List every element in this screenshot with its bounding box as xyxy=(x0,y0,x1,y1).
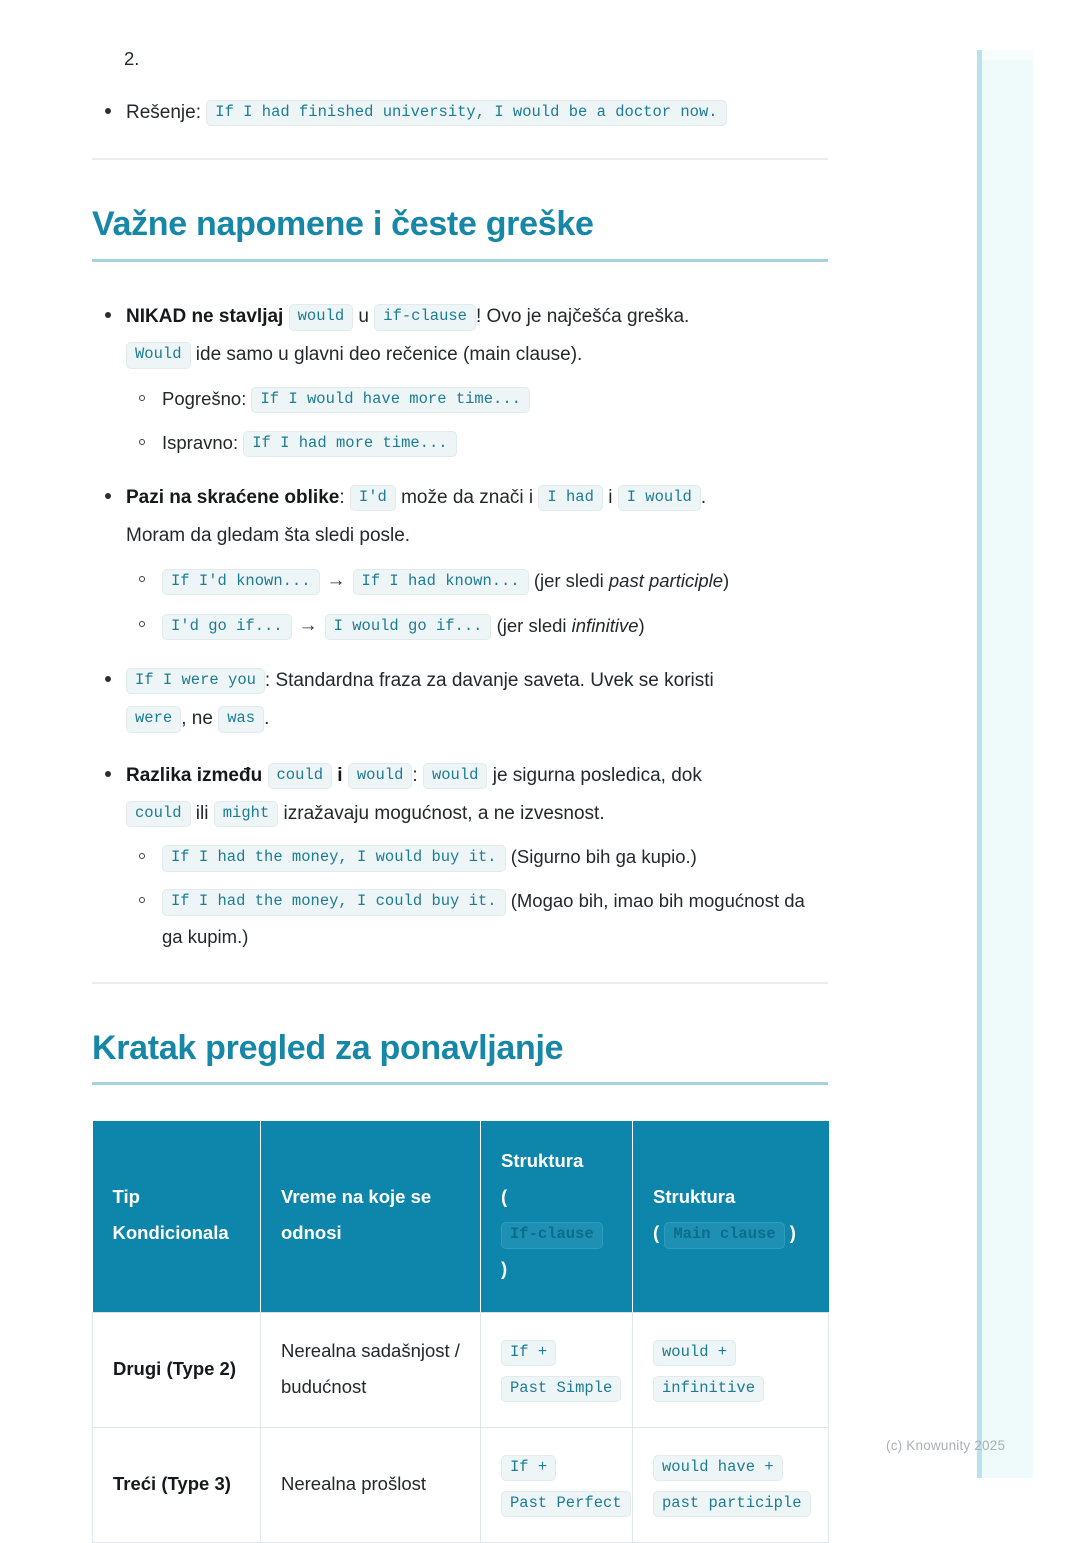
note-period: . xyxy=(700,486,707,508)
code-could-1: could xyxy=(268,763,333,790)
th-if-clause-code: If-clause xyxy=(501,1222,603,1249)
th-main-clause xyxy=(633,1121,829,1312)
code-contraction-from-1: If I'd known... xyxy=(162,569,320,596)
th-if-clause-paren-open: ( xyxy=(501,1186,508,1208)
code-example-would-buy: If I had the money, I would buy it. xyxy=(162,845,506,872)
code-contraction-from-2: I'd go if... xyxy=(162,614,292,641)
summary-table-body xyxy=(93,1312,829,1542)
cell-time-type2: Nerealna sadašnjost / budućnost xyxy=(261,1312,481,1427)
cell-type-type3: Treći (Type 3) xyxy=(93,1427,261,1542)
note-text-possibility: izražavaju mogućnost, a ne izvesnost. xyxy=(283,802,605,824)
right-decorative-panel xyxy=(977,50,1033,1478)
code-would: would xyxy=(289,304,354,331)
note-item-contractions xyxy=(92,479,828,644)
code-was: was xyxy=(218,706,264,733)
note-text-certain: je sigurna posledica, dok xyxy=(492,764,702,786)
note-sub-list-correctness xyxy=(126,381,828,461)
note-period-were: . xyxy=(264,708,270,730)
section-heading-underline-notes xyxy=(92,259,828,262)
note-tail-text-contractions: Moram da gledam šta sledi posle. xyxy=(126,525,411,547)
code-if-clause-type2-cont: Past Simple xyxy=(501,1376,621,1403)
sub-item-wrong xyxy=(126,381,828,417)
code-were: were xyxy=(126,706,181,733)
code-if-clause-type3: If + xyxy=(501,1455,556,1482)
divider-top xyxy=(92,158,828,160)
code-main-clause-type2-cont: infinitive xyxy=(653,1376,764,1403)
copyright-watermark: (c) Knowunity 2025 xyxy=(886,1438,1006,1453)
th-if-clause-paren-close: ) xyxy=(501,1258,508,1280)
note-colon-difference: : xyxy=(412,764,418,786)
cell-type-type2: Drugi (Type 2) xyxy=(93,1312,261,1427)
note-item-if-i-were-you xyxy=(92,662,828,739)
note-sub-list-contractions xyxy=(126,562,828,644)
solution-label: Rešenje: xyxy=(126,101,201,123)
section-heading-underline-summary xyxy=(92,1082,828,1085)
sub-item-could-buy xyxy=(126,883,828,955)
code-i-would: I would xyxy=(618,485,701,512)
arrow-right-icon-2: → xyxy=(298,614,318,636)
note-text-were-you: : Standardna fraza za davanje saveta. Uvek se koristi xyxy=(264,669,714,691)
table-header-row xyxy=(93,1121,829,1312)
table-row xyxy=(93,1312,829,1427)
cell-time-type3: Nerealna prošlost xyxy=(261,1427,481,1542)
sub-item-correct xyxy=(126,425,828,461)
code-would-2: would xyxy=(423,763,488,790)
code-would-1: would xyxy=(348,763,413,790)
right-panel-top-highlight xyxy=(982,50,1033,60)
th-main-clause-code: Main clause xyxy=(664,1222,784,1249)
code-might: might xyxy=(214,801,279,828)
th-main-clause-paren-open: ( xyxy=(653,1222,660,1244)
note-emphasis-1: past participle xyxy=(608,569,724,591)
section-heading-summary: Kratak pregled za ponavljanje xyxy=(92,1028,564,1067)
note-lead-bold-contractions: Pazi na skraćene oblike xyxy=(126,486,340,508)
note-mid-text-contractions: može da znači i xyxy=(401,486,534,508)
note-mid-text-and: i xyxy=(608,486,613,508)
note-item-would-in-if-clause xyxy=(92,298,828,461)
code-if-clause-type2: If + xyxy=(501,1340,556,1367)
section-heading-notes: Važne napomene i česte greške xyxy=(92,205,594,244)
summary-table-head xyxy=(93,1121,829,1312)
sub-label-wrong: Pogrešno: xyxy=(162,387,247,409)
code-could-2: could xyxy=(126,801,191,828)
note-paren-open-1: (jer sledi xyxy=(533,569,609,591)
arrow-right-icon-1: → xyxy=(326,569,346,591)
solution-item xyxy=(92,94,828,132)
th-main-clause-paren-close: ) xyxy=(789,1222,796,1244)
note-colon: : xyxy=(339,486,345,508)
note-paren-open-2: (jer sledi xyxy=(496,614,572,636)
note-paren-close-2: ) xyxy=(638,614,645,636)
note-item-could-vs-would xyxy=(92,757,828,956)
th-if-clause-label: Struktura xyxy=(501,1150,584,1172)
note-mid-ne: , ne xyxy=(181,708,213,730)
table-row xyxy=(93,1427,829,1542)
note-lead-bold-difference: Razlika između xyxy=(126,764,263,786)
code-if-i-were-you: If I were you xyxy=(126,668,265,695)
code-main-clause-type2: would + xyxy=(653,1340,736,1367)
divider-bottom xyxy=(92,982,828,984)
code-if-clause-type3-cont: Past Perfect xyxy=(501,1491,631,1518)
cell-if-clause-type2 xyxy=(481,1312,633,1427)
code-main-clause-type3: would have + xyxy=(653,1455,783,1482)
th-time: Vreme na koje se odnosi xyxy=(261,1121,481,1312)
summary-table xyxy=(92,1121,829,1543)
th-main-clause-label: Struktura xyxy=(653,1186,736,1208)
code-correct-example: If I had more time... xyxy=(243,431,456,458)
note-emphasis-2: infinitive xyxy=(571,614,639,636)
code-if-clause: if-clause xyxy=(374,304,476,331)
exercise-number: 2. xyxy=(124,48,140,69)
cell-main-clause-type2 xyxy=(633,1312,829,1427)
note-lead-bold: NIKAD ne stavljaj xyxy=(126,306,284,328)
sub-item-contraction-past-participle xyxy=(126,562,828,599)
note-mid-i: i xyxy=(337,764,343,786)
cell-main-clause-type3 xyxy=(633,1427,829,1542)
note-sub-list-examples xyxy=(126,839,828,955)
note-translation-could: (Mogao bih, imao bih mogućnost da ga kupim.) xyxy=(162,890,805,948)
th-type: Tip Kondicionala xyxy=(93,1121,261,1312)
solution-code: If I had finished university, I would be a doctor now. xyxy=(206,100,726,127)
sub-item-contraction-infinitive xyxy=(126,607,828,644)
th-if-clause xyxy=(481,1121,633,1312)
note-paren-close-1: ) xyxy=(723,569,730,591)
code-contraction-to-2: I would go if... xyxy=(325,614,492,641)
note-mid-ili: ili xyxy=(195,802,209,824)
code-wrong-example: If I would have more time... xyxy=(251,387,529,414)
code-main-clause-type3-cont: past participle xyxy=(653,1491,811,1518)
cell-if-clause-type3 xyxy=(481,1427,633,1542)
sub-item-would-buy xyxy=(126,839,828,875)
note-tail-text-2: ide samo u glavni deo rečenice (main clause). xyxy=(195,344,583,366)
code-would-capital: Would xyxy=(126,342,191,369)
note-tail-text: ! Ovo je najčešća greška. xyxy=(475,306,690,328)
code-contraction-to-1: If I had known... xyxy=(353,569,529,596)
note-translation-would: (Sigurno bih ga kupio.) xyxy=(510,846,697,868)
code-example-could-buy: If I had the money, I could buy it. xyxy=(162,889,506,916)
solution-list xyxy=(92,94,828,132)
code-id-contraction: I'd xyxy=(350,485,396,512)
sub-label-correct: Ispravno: xyxy=(162,431,239,453)
code-i-had: I had xyxy=(538,485,603,512)
note-mid-text: u xyxy=(358,306,369,328)
document-page xyxy=(92,0,828,1543)
notes-list xyxy=(92,298,828,955)
